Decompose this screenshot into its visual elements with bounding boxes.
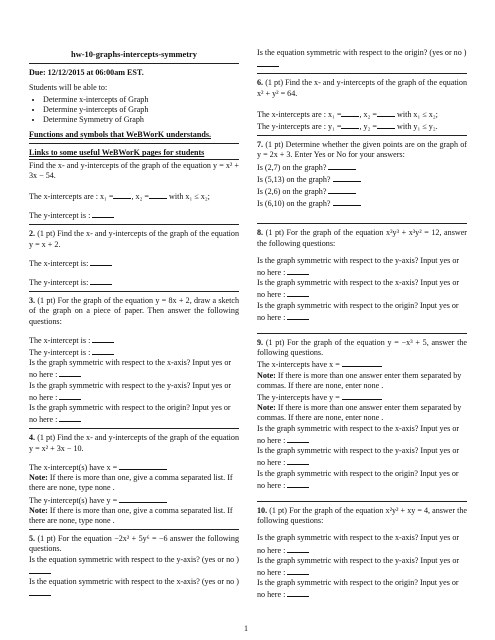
problem-7-point: Is (6,10) on the graph? — [257, 197, 467, 209]
problem-10-q2: Is the graph symmetric with respect to the y-axis? Input yes or no here : — [257, 555, 460, 577]
problem-6-xints: The x-intercepts are : x₁ = , x₂ = with x₁ ≤ x₂; — [257, 109, 438, 119]
problem-2-text: 2. (1 pt) Find the x- and y-intercepts of the graph of the equation y = x + 2. — [29, 229, 240, 249]
problem-2-yint: The y-intercept is: — [29, 276, 239, 288]
divider — [29, 63, 239, 64]
goal-item: • Determine Symmetry of Graph — [43, 115, 239, 125]
problem-3-q3: Is the graph symmetric with respect to the origin? Input yes or no here : — [29, 403, 231, 425]
page-number: 1 — [244, 624, 248, 633]
answer-blank[interactable] — [119, 494, 167, 503]
problem-1-yint: The y-intercept is : — [29, 209, 239, 221]
problem-10-q1: Is the graph symmetric with respect to the x-axis? Input yes or no here : — [257, 533, 460, 555]
divider — [257, 223, 467, 224]
answer-blank[interactable] — [287, 266, 309, 275]
divider — [29, 143, 239, 144]
problem-3-q1: Is the graph symmetric with respect to the x-axis? Input yes or no here : — [29, 358, 232, 380]
problem-1-xints: The x-intercepts are : x₁ = , x₂ = with x₁ ≤ x₂; — [29, 192, 210, 202]
answer-blank[interactable] — [92, 334, 114, 343]
problem-3-yint: The y-intercept is : — [29, 346, 239, 358]
answer-blank[interactable] — [287, 479, 309, 488]
problem-5-text: 5. (1 pt) For the equation −2x² + 5y⁶ = −6 answer the following questions. — [29, 534, 239, 554]
problem-4-yint: The y-intercept(s) have y = — [29, 494, 239, 506]
divider — [257, 501, 467, 502]
problem-7-text: 7. (1 pt) Determine whether the given points are on the graph of y = 2x + 3. Enter Yes or No for your answers: — [257, 140, 468, 160]
problem-9-yint: The y-intercepts have y = — [257, 391, 467, 403]
answer-blank[interactable] — [59, 413, 81, 422]
assignment-title: hw-10-graphs-intercepts-symmetry — [71, 50, 197, 59]
problem-4-note2: Note: If there is more than one, give a comma separated list. If there are none, type none . — [29, 505, 233, 525]
answer-blank[interactable] — [342, 358, 382, 367]
goal-item: • Determine y-intercepts of Graph — [43, 105, 239, 115]
pages-link[interactable]: Links to some useful WeBWorK pages for students — [29, 148, 205, 158]
answer-blank[interactable] — [59, 368, 81, 377]
problem-8-q2: Is the graph symmetric with respect to the x-axis? Input yes or no here : — [257, 278, 460, 300]
problem-7-point: Is (5,13) on the graph? — [257, 173, 467, 185]
divider — [257, 73, 467, 74]
problem-5-q2: Is the equation symmetric with respect to the x-axis? (yes or no ) — [29, 577, 239, 599]
right-column — [257, 48, 467, 601]
answer-blank[interactable] — [341, 108, 359, 117]
answer-blank[interactable] — [90, 257, 112, 266]
problem-9-xint: The x-intercepts have x = — [257, 358, 467, 370]
problem-7-point: Is (2,7) on the graph? — [257, 161, 467, 173]
answer-blank[interactable] — [377, 108, 395, 117]
problem-10-q3: Is the graph symmetric with respect to the origin? Input yes or no here : — [257, 578, 459, 600]
answer-blank[interactable] — [342, 391, 382, 400]
answer-blank[interactable] — [287, 434, 309, 443]
answer-blank[interactable] — [287, 311, 309, 320]
answer-blank[interactable] — [149, 190, 167, 199]
problem-8-q3: Is the graph symmetric with respect to the origin? Input yes or no here : — [257, 300, 459, 322]
problem-8-q1: Is the graph symmetric with respect to the y-axis? Input yes or no here : — [257, 255, 460, 278]
answer-blank[interactable] — [333, 173, 361, 182]
problem-4-note1: Note: If there is more than one, give a comma separated list. If there are none, type none . — [29, 473, 233, 493]
answer-blank[interactable] — [287, 288, 309, 297]
goals-list — [29, 95, 239, 126]
answer-blank[interactable] — [287, 566, 309, 575]
problem-2-xint: The x-intercept is: — [29, 257, 239, 269]
divider — [29, 159, 239, 160]
divider — [29, 224, 239, 225]
problem-3-q2: Is the graph symmetric with respect to the y-axis? Input yes or no here : — [29, 380, 232, 402]
problem-9-q3: Is the graph symmetric with respect to the origin? Input yes or no here : — [257, 468, 459, 490]
answer-blank[interactable] — [287, 588, 309, 597]
problem-7-point: Is (2,6) on the graph? — [257, 185, 467, 197]
left-column — [29, 50, 239, 599]
problem-3-xint: The x-intercept is : — [29, 334, 239, 346]
answer-blank[interactable] — [92, 346, 114, 355]
problem-9-note2: Note: If there is more than one answer enter them separated by commas. If there are none, enter none . — [257, 403, 462, 423]
problem-9-note1: Note: If there is more than one answer enter them separated by commas. If there are none, enter none . — [257, 370, 462, 390]
problem-4-text: 4. (1 pt) Find the x- and y-intercepts of the graph of the equation y = x² + 3x − 10. — [29, 433, 240, 453]
problem-9-text: 9. (1 pt) For the graph of the equation y = −x³ + 5, answer the following questions. — [257, 338, 468, 358]
answer-blank[interactable] — [328, 185, 356, 194]
answer-blank[interactable] — [119, 461, 167, 470]
answer-blank[interactable] — [113, 190, 131, 199]
problem-10-text: 10. (1 pt) For the graph of the equation x²y² + xy = 4, answer the following questions: — [257, 505, 468, 526]
problem-1-text: Find the x- and y-intercepts of the graph of the equation y = x² + 3x − 54. — [29, 160, 239, 180]
answer-blank[interactable] — [333, 197, 361, 206]
intro-lead: Students will be able to: — [29, 83, 108, 93]
divider — [257, 135, 467, 136]
answer-blank[interactable] — [92, 209, 114, 218]
answer-blank[interactable] — [287, 456, 309, 465]
due-date: Due: 12/12/2015 at 06:00am EST. — [29, 68, 144, 78]
answer-blank[interactable] — [377, 120, 395, 129]
divider — [257, 333, 467, 334]
divider — [29, 529, 239, 530]
answer-blank[interactable] — [29, 565, 51, 574]
divider — [29, 428, 239, 429]
answer-blank[interactable] — [29, 587, 51, 596]
problem-6-yints: The y-intercepts are : y₁ = , y₂ = with y₁ ≤ y₂. — [257, 122, 438, 132]
answer-blank[interactable] — [328, 161, 356, 170]
problem-8-text: 8. (1 pt) For the graph of the equation x²y³ + x³y² = 12, answer the following questions: — [257, 228, 467, 248]
answer-blank[interactable] — [59, 391, 81, 400]
answer-blank[interactable] — [341, 120, 359, 129]
answer-blank[interactable] — [90, 276, 112, 285]
answer-blank[interactable] — [287, 544, 309, 553]
goal-item: • Determine x-intercepts of Graph — [43, 95, 239, 105]
problem-9-q2: Is the graph symmetric with respect to the y-axis? Input yes or no here : — [257, 446, 460, 468]
problem-6-text: 6. (1 pt) Find the x- and y-intercepts of the graph of the equation x² + y² = 64. — [257, 78, 468, 98]
problem-4-xint: The x-intercept(s) have x = — [29, 461, 239, 473]
functions-link[interactable]: Functions and symbols that WeBWorK understands. — [29, 130, 212, 140]
problem-5-q3: Is the equation symmetric with respect to the origin? (yes or no ) — [257, 48, 467, 70]
answer-blank[interactable] — [257, 58, 279, 67]
divider — [29, 291, 239, 292]
problem-3-text: 3. (1 pt) For the graph of the equation y = 8x + 2, draw a sketch of the graph on a piece of paper. Then answer the following questions: — [29, 296, 239, 326]
problem-5-q1: Is the equation symmetric with respect to the y-axis? (yes or no ) — [29, 555, 239, 577]
problem-9-q1: Is the graph symmetric with respect to the x-axis? Input yes or no here : — [257, 423, 460, 445]
